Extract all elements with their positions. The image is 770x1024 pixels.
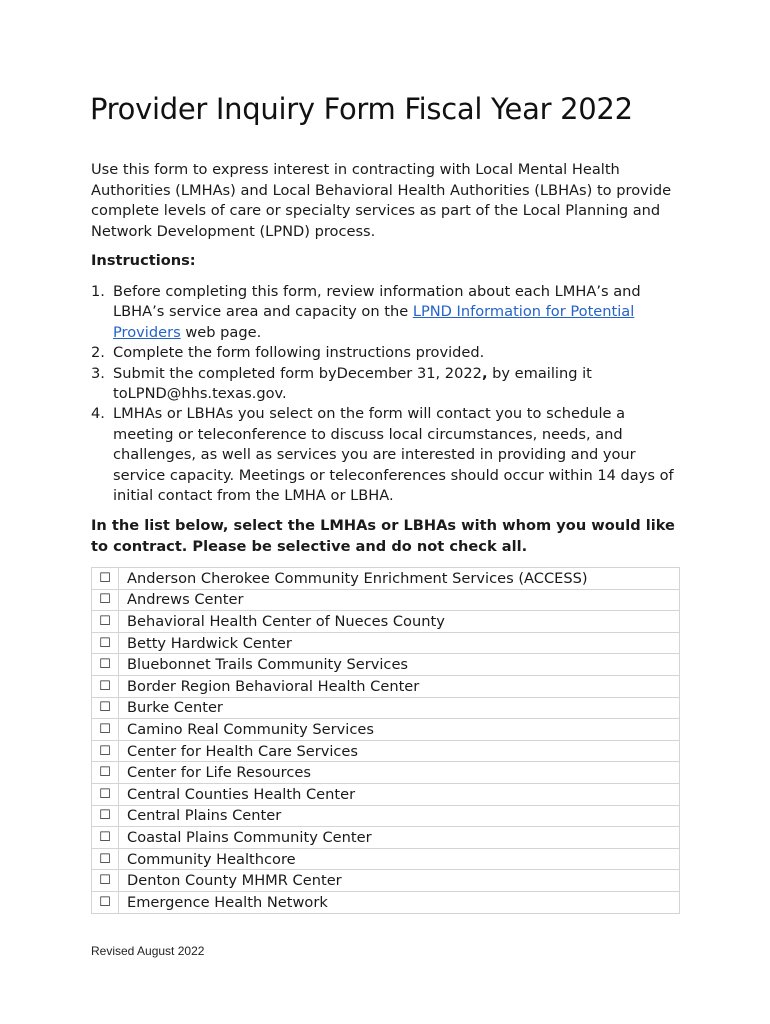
instruction-item-2 bbox=[91, 343, 687, 363]
provider-row bbox=[92, 697, 680, 719]
instruction-number: 4. bbox=[91, 405, 105, 423]
provider-name: Emergence Health Network bbox=[119, 891, 680, 913]
instruction-text: web page. bbox=[180, 323, 262, 341]
provider-row bbox=[92, 891, 680, 913]
provider-row bbox=[92, 762, 680, 784]
instruction-text: LMHAs or LBHAs you select on the form will contact you to schedule a meeting or teleconference to discuss local circumstances, needs, and challenges, as well as services you are interested in providing and your service capacity. Meetings or teleconferences should occur within 14 days of initial contact from the LMHA or LBHA. bbox=[113, 405, 674, 505]
instruction-text: Complete the form following instructions provided. bbox=[113, 344, 485, 362]
provider-checkbox[interactable]: ☐ bbox=[92, 611, 119, 633]
instruction-text: Submit the completed form byDecember 31, 2022 bbox=[113, 364, 482, 382]
provider-checkbox[interactable]: ☐ bbox=[92, 697, 119, 719]
provider-row bbox=[92, 848, 680, 870]
provider-row bbox=[92, 740, 680, 762]
intro-paragraph: Use this form to express interest in contracting with Local Mental Health Authorities (LMHAs) and Local Behavioral Health Authorities (LBHAs) to provide complete levels of care or specialty services as part of the Local Planning and Network Development (LPND) process. bbox=[91, 161, 672, 240]
provider-name: Coastal Plains Community Center bbox=[119, 827, 680, 849]
provider-name: Andrews Center bbox=[119, 589, 680, 611]
provider-checkbox[interactable]: ☐ bbox=[92, 827, 119, 849]
provider-checkbox[interactable]: ☐ bbox=[92, 848, 119, 870]
instruction-item-4 bbox=[91, 404, 687, 506]
provider-name: Central Counties Health Center bbox=[119, 783, 680, 805]
provider-name: Central Plains Center bbox=[119, 805, 680, 827]
provider-name: Border Region Behavioral Health Center bbox=[119, 675, 680, 697]
provider-name: Anderson Cherokee Community Enrichment Services (ACCESS) bbox=[119, 568, 680, 590]
provider-name: Behavioral Health Center of Nueces County bbox=[119, 611, 680, 633]
instructions-list bbox=[91, 282, 687, 506]
provider-row bbox=[92, 805, 680, 827]
provider-checkbox[interactable]: ☐ bbox=[92, 870, 119, 892]
provider-checkbox[interactable]: ☐ bbox=[92, 783, 119, 805]
provider-checkbox[interactable]: ☐ bbox=[92, 589, 119, 611]
provider-row bbox=[92, 568, 680, 590]
provider-name: Community Healthcore bbox=[119, 848, 680, 870]
provider-row bbox=[92, 675, 680, 697]
provider-checkbox[interactable]: ☐ bbox=[92, 762, 119, 784]
provider-name: Denton County MHMR Center bbox=[119, 870, 680, 892]
page-title: Provider Inquiry Form Fiscal Year 2022 bbox=[90, 92, 633, 126]
provider-name: Center for Life Resources bbox=[119, 762, 680, 784]
provider-row bbox=[92, 589, 680, 611]
provider-row bbox=[92, 827, 680, 849]
provider-row bbox=[92, 870, 680, 892]
instruction-bold-comma: , bbox=[481, 364, 488, 382]
provider-checkbox[interactable]: ☐ bbox=[92, 719, 119, 741]
provider-list-heading: In the list below, select the LMHAs or LBHAs with whom you would like to contract. Please be selective and do not check all. bbox=[91, 517, 675, 555]
instruction-number: 1. bbox=[91, 283, 105, 300]
provider-checkbox[interactable]: ☐ bbox=[92, 632, 119, 654]
provider-row bbox=[92, 719, 680, 741]
provider-row bbox=[92, 783, 680, 805]
provider-name: Bluebonnet Trails Community Services bbox=[119, 654, 680, 676]
provider-name: Center for Health Care Services bbox=[119, 740, 680, 762]
provider-checkbox[interactable]: ☐ bbox=[92, 740, 119, 762]
provider-table bbox=[91, 567, 680, 914]
instruction-item-1 bbox=[91, 282, 687, 343]
instruction-item-3 bbox=[91, 364, 687, 405]
provider-checkbox[interactable]: ☐ bbox=[92, 675, 119, 697]
provider-checkbox[interactable]: ☐ bbox=[92, 805, 119, 827]
provider-row bbox=[92, 654, 680, 676]
instructions-heading: Instructions: bbox=[91, 252, 196, 269]
instruction-text: by emailing it toLPND@hhs.texas.gov. bbox=[113, 364, 592, 403]
instruction-number: 3. bbox=[91, 364, 105, 382]
provider-checkbox[interactable]: ☐ bbox=[92, 568, 119, 590]
provider-checkbox[interactable]: ☐ bbox=[92, 891, 119, 913]
instruction-number: 2. bbox=[91, 344, 105, 362]
provider-name: Betty Hardwick Center bbox=[119, 632, 680, 654]
provider-name: Burke Center bbox=[119, 697, 680, 719]
provider-row bbox=[92, 632, 680, 654]
lpnd-info-link[interactable]: LPND Information for Potential Providers bbox=[113, 303, 635, 341]
instruction-text: Before completing this form, review information about each LMHA’s and LBHA’s service area and capacity on the bbox=[113, 283, 641, 321]
revision-footer: Revised August 2022 bbox=[91, 944, 205, 958]
provider-checkbox[interactable]: ☐ bbox=[92, 654, 119, 676]
provider-name: Camino Real Community Services bbox=[119, 719, 680, 741]
provider-row bbox=[92, 611, 680, 633]
